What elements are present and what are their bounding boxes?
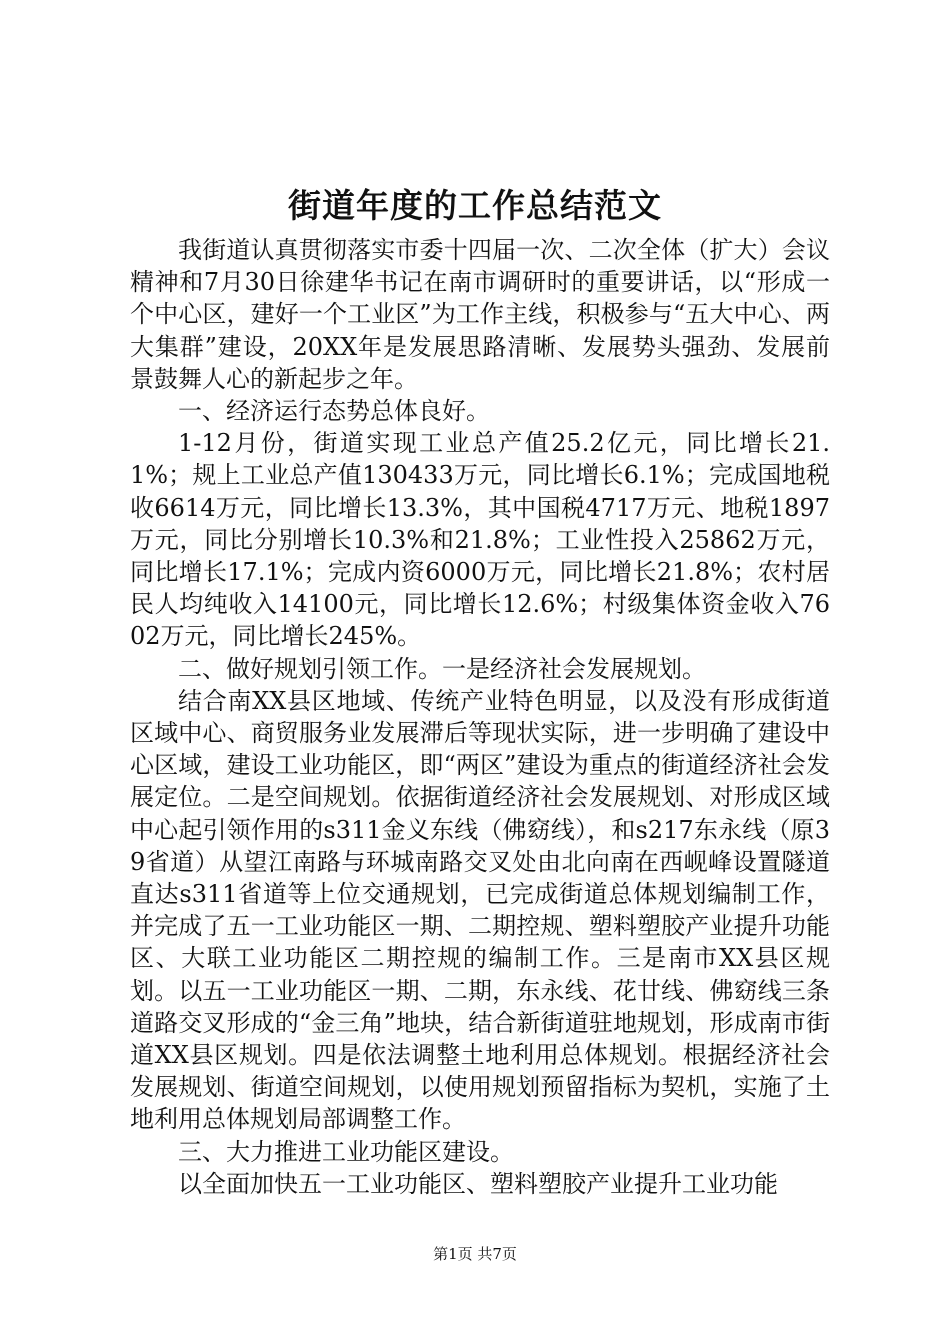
paragraph-planning: 结合南XX县区地域、传统产业特色明显，以及没有形成街道区域中心、商贸服务业发展滞后等现状实际，进一步明确了建设中心区域，建设工业功能区，即“两区”建设为重点的街道经济社会发展定位。二是空间规划。依据街道经济社会发展规划、对形成区域中心起引领作用的s311金义东线（佛窈线），和s217东永线（原39省道）从望江南路与环城南路交叉处由北向南在西岘峰设置隧道直达s311省道等上位交通规划，已完成街道总体规划编制工作，并完成了五一工业功能区一期、二期控规、塑料塑胶产业提升功能区、大联工业功能区二期控规的编制工作。三是南市XX县区规划。以五一工业功能区一期、二期，东永线、花廿线、佛窈线三条道路交叉形成的“金三角”地块，结合新街道驻地规划，形成南市街道XX县区规划。四是依法调整土地利用总体规划。根据经济社会发展规划、街道空间规划，以使用规划预留指标为契机，实施了土地利用总体规划局部调整工作。	[130, 686, 830, 1134]
paragraph-intro: 我街道认真贯彻落实市委十四届一次、二次全体（扩大）会议精神和7月30日徐建华书记在南市调研时的重要讲话，以“形成一个中心区，建好一个工业区”为工作主线，积极参与“五大中心、两大集群”建设，20XX年是发展思路清晰、发展势头强劲、发展前景鼓舞人心的新起步之年。	[130, 236, 830, 393]
page-footer: 第1页 共7页	[433, 1245, 517, 1263]
paragraph-industrial-zone: 以全面加快五一工业功能区、塑料塑胶产业提升工业功能	[178, 1169, 778, 1198]
document-title: 街道年度的工作总结范文	[288, 186, 662, 225]
paragraph-economy-stats: 1-12月份，街道实现工业总产值25.2亿元，同比增长21.1%；规上工业总产值130433万元，同比增长6.1%；完成国地税收6614万元，同比增长13.3%，其中国税4717万元、地税1897万元，同比分别增长10.3%和21.8%；工业性投入25862万元，同比增长17.1%；完成内资6000万元，同比增长21.8%；农村居民人均纯收入14100元，同比增长12.6%；村级集体资金收入7602万元，同比增长245%。	[130, 429, 830, 651]
section-heading-economy: 一、经济运行态势总体良好。	[178, 397, 490, 426]
section-heading-planning: 二、做好规划引领工作。一是经济社会发展规划。	[178, 654, 706, 683]
document-body	[130, 234, 830, 1200]
section-heading-industrial-zone: 三、大力推进工业功能区建设。	[178, 1137, 514, 1166]
